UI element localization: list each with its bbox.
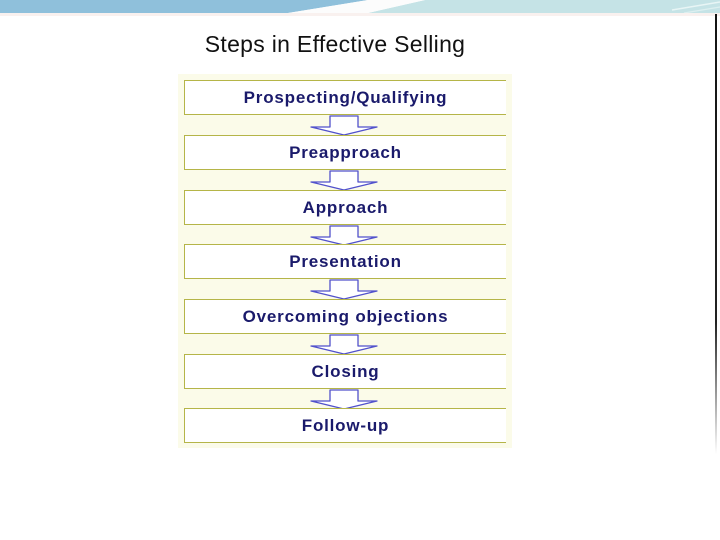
down-arrow-icon xyxy=(310,115,378,136)
step-label: Prospecting/Qualifying xyxy=(243,87,448,107)
step-label: Approach xyxy=(302,197,389,217)
step-box xyxy=(184,354,506,389)
slide-title: Steps in Effective Selling xyxy=(204,31,466,57)
step-box xyxy=(184,408,506,443)
step-label: Overcoming objections xyxy=(242,306,449,326)
step-box xyxy=(184,190,506,225)
step-label: Closing xyxy=(311,361,380,381)
down-arrow-icon xyxy=(310,334,378,355)
step-box xyxy=(184,80,506,115)
step-box xyxy=(184,135,506,170)
step-label: Follow-up xyxy=(301,415,390,435)
down-arrow-icon xyxy=(310,170,378,191)
step-label: Preapproach xyxy=(289,142,402,162)
down-arrow-icon xyxy=(310,279,378,300)
down-arrow-icon xyxy=(310,389,378,410)
ribbon-teal-shape xyxy=(368,0,720,13)
step-label: Presentation xyxy=(289,251,402,271)
flow-diagram xyxy=(178,74,512,448)
step-box xyxy=(184,299,506,334)
slide-right-edge-line xyxy=(715,14,717,454)
ribbon-underline xyxy=(0,13,720,16)
down-arrow-icon xyxy=(310,225,378,246)
step-box xyxy=(184,244,506,279)
